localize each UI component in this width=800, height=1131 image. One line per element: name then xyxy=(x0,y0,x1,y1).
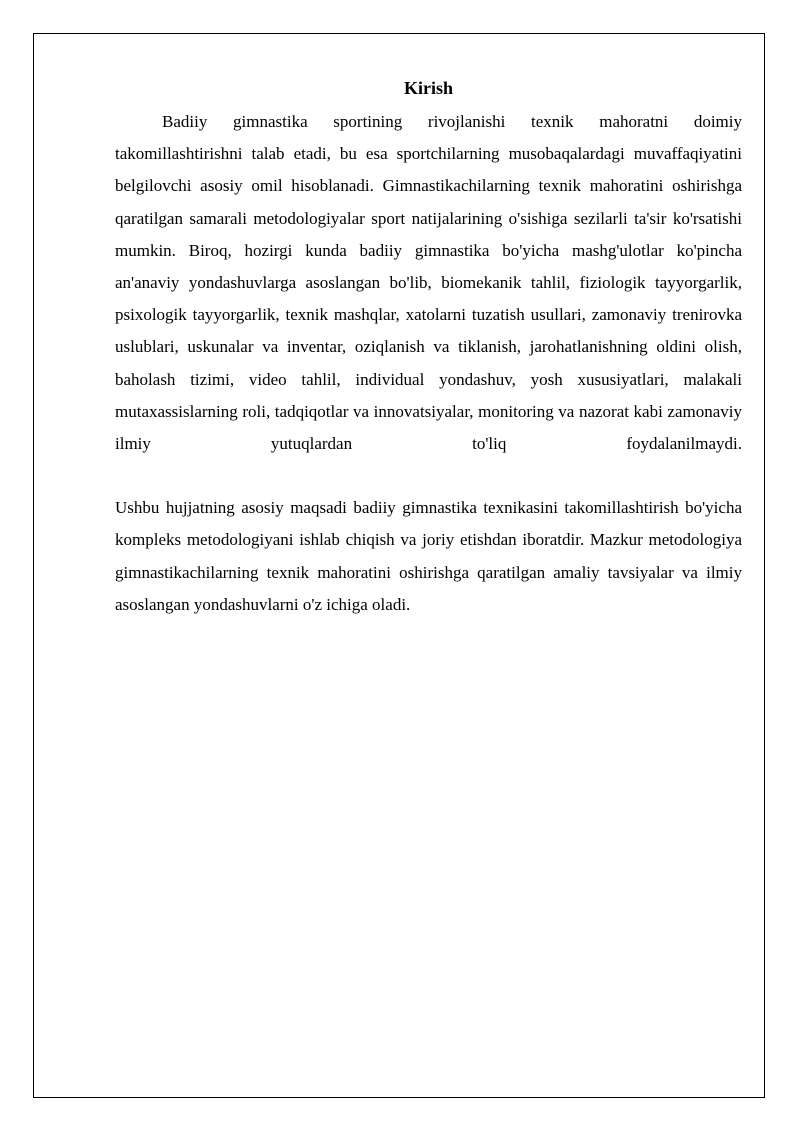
document-body xyxy=(115,74,742,621)
paragraph-introduction: Badiiy gimnastika sportining rivojlanishi texnik mahoratni doimiy takomillashtirishni talab etadi, bu esa sportchilarning musobaqalardagi muvaffaqiyatini belgilovchi asosiy omil hisoblanadi. Gimnastikachilarning texnik mahoratini oshirishga qaratilgan samarali metodologiyalar sport natijalarining o'sishiga sezilarli ta'sir ko'rsatishi mumkin. Biroq, hozirgi kunda badiiy gimnastika bo'yicha mashg'ulotlar ko'pincha an'anaviy yondashuvlarga asoslangan bo'lib, biomekanik tahlil, fiziologik tayyorgarlik, psixologik tayyorgarlik, texnik mashqlar, xatolarni tuzatish usullari, zamonaviy trenirovka uslublari, uskunalar va inventar, oziqlanish va tiklanish, jarohatlanishning oldini olish, baholash tizimi, video tahlil, individual yondashuv, yosh xususiyatlari, malakali mutaxassislarning roli, tadqiqotlar va innovatsiyalar, monitoring va nazorat kabi zamonaviy ilmiy yutuqlardan to'liq foydalanilmaydi. xyxy=(115,112,742,454)
document-title: Kirish xyxy=(403,78,453,98)
paragraph-spacer xyxy=(115,460,742,492)
paragraph-purpose: Ushbu hujjatning asosiy maqsadi badiiy gimnastika texnikasini takomillashtirish bo'yicha kompleks metodologiyani ishlab chiqish va joriy etishdan iboratdir. Mazkur metodologiya gimnastikachilarning texnik mahoratini oshirishga qaratilgan amaliy tavsiyalar va ilmiy asoslangan yondashuvlarni o'z ichiga oladi. xyxy=(115,498,742,614)
